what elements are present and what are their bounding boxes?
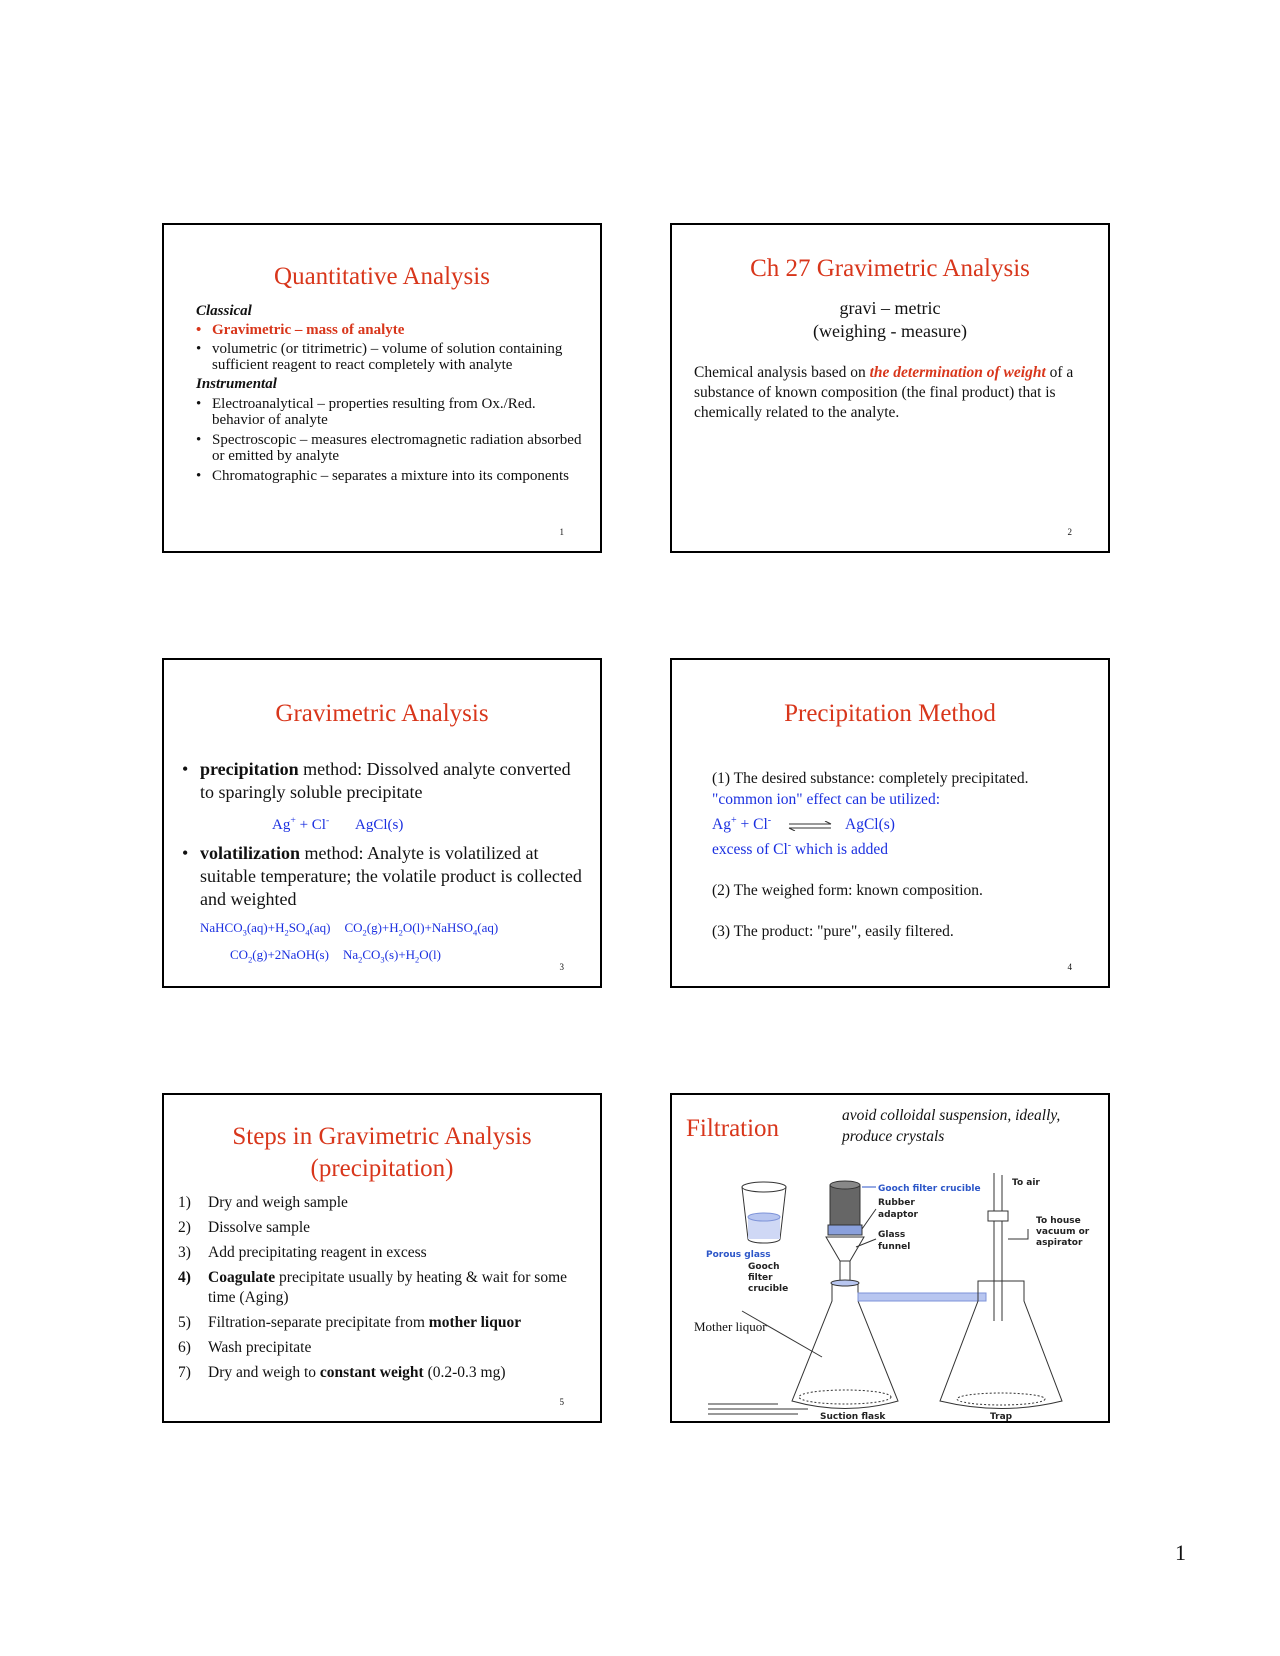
equilibrium-equation: Ag+ + Cl- AgCl(s) (712, 815, 895, 834)
slide-number: 4 (1067, 962, 1072, 972)
bullet-volatilization: • volatilization method: Analyte is volatilized at suitable temperature; the volatile product is collected and weighted (182, 843, 582, 909)
slide-number: 2 (1067, 527, 1072, 537)
criterion-3: (3) The product: "pure", easily filtered. (712, 923, 954, 941)
slide-6 (670, 1093, 1110, 1423)
label-suction-flask: Suction flask (820, 1412, 886, 1421)
instrumental-label: Instrumental (196, 376, 277, 392)
vacuum-tube (858, 1293, 986, 1301)
criterion-1: (1) The desired substance: completely precipitated. (712, 770, 1029, 787)
list-item: • volumetric (or titrimetric) – volume of solution containing sufficient reagent to react completely with analyte (196, 341, 586, 373)
label-vacuum: aspirator (1036, 1238, 1083, 1248)
slide-3 (162, 658, 602, 988)
slide-number: 3 (559, 962, 564, 972)
label-trap: Trap (990, 1412, 1013, 1421)
list-item: 5) Filtration-separate precipitate from mother liquor (178, 1314, 522, 1331)
filtration-note: avoid colloidal suspension, ideally, produce crystals (842, 1107, 1061, 1145)
label-gooch-filter-crucible: Gooch filter crucible (878, 1184, 981, 1194)
slide-6-title: Filtration (686, 1115, 780, 1142)
list-item: 1) Dry and weigh sample (178, 1194, 348, 1211)
slide-number: 5 (559, 1397, 564, 1407)
label-porous-glass: Porous glass (706, 1250, 771, 1260)
label-mother-liquor: Mother liquor (694, 1319, 767, 1334)
criterion-2: (2) The weighed form: known composition. (712, 882, 983, 900)
label-gooch-crucible: filter (748, 1273, 773, 1283)
steps-list (178, 1193, 578, 1388)
figure-credit (708, 1403, 808, 1415)
label-vacuum: vacuum or (1036, 1227, 1090, 1237)
equation-2: $NaHCO_3(aq)+H_2SO_4(aq)$ $CO_2(g)+H_2O(l)+NaHSO_4(aq)$ (200, 920, 499, 938)
bullet-precipitation: • precipitation method: Dissolved analyte converted to sparingly soluble precipitate (182, 759, 571, 802)
equilibrium-arrow-icon (787, 821, 833, 831)
subtitle-line: gravi – metric (839, 298, 941, 318)
list-item: 3) Add precipitating reagent in excess (178, 1244, 427, 1261)
label-gooch-crucible: Gooch (748, 1262, 780, 1272)
list-item: 6) Wash precipitate (178, 1339, 312, 1356)
slide-4-title: Precipitation Method (784, 700, 996, 727)
label-to-air: To air (1012, 1178, 1040, 1188)
slide-1-title: Quantitative Analysis (274, 263, 490, 290)
classical-label: Classical (196, 303, 252, 319)
label-glass-funnel: funnel (878, 1242, 911, 1252)
slide-5-title: Steps in Gravimetric Analysis (precipitation) (232, 1123, 532, 1182)
list-item: 4) Coagulate precipitate usually by heating & wait for some time (Aging) (178, 1269, 568, 1306)
label-gooch-crucible: crucible (748, 1284, 789, 1294)
slide-2-title: Ch 27 Gravimetric Analysis (750, 255, 1030, 282)
page-number: 1 (1175, 1540, 1186, 1565)
classical-list (196, 322, 586, 373)
slide-1 (162, 223, 602, 553)
list-item: • Electroanalytical – properties resulting from Ox./Red. behavior of analyte (196, 396, 586, 428)
excess-note: excess of Cl- which is added (712, 840, 888, 859)
subtitle-line: (weighing - measure) (813, 321, 967, 341)
slide-3-title: Gravimetric Analysis (275, 700, 489, 727)
label-rubber-adaptor: Rubber (878, 1198, 915, 1208)
trap-flask (940, 1173, 1062, 1409)
list-item: 2) Dissolve sample (178, 1219, 311, 1236)
instrumental-list (196, 396, 586, 484)
slide-4 (670, 658, 1110, 988)
list-item: • Chromatographic – separates a mixture into its components (196, 468, 586, 484)
label-rubber-adaptor: adaptor (878, 1210, 918, 1220)
definition-paragraph: Chemical analysis based on the determination of weight of a substance of known composition (the final product) that is chemically related to the analyte. (694, 364, 1074, 421)
filtration-apparatus-diagram (672, 1171, 1108, 1421)
label-vacuum: To house (1036, 1216, 1081, 1226)
label-glass-funnel: Glass (878, 1230, 906, 1240)
equation-1: Ag+ + Cl- AgCl(s) (272, 815, 404, 833)
filter-assembly (826, 1181, 864, 1281)
list-item: • Spectroscopic – measures electromagnetic radiation absorbed or emitted by analyte (196, 432, 586, 464)
list-item: 7) Dry and weigh to constant weight (0.2-0.3 mg) (178, 1364, 506, 1381)
equation-3: $CO_2(g)+2NaOH(s)$ $Na_2CO_3(s)+H_2O(l)$ (230, 946, 441, 965)
slide-5 (162, 1093, 602, 1423)
common-ion-note: "common ion" effect can be utilized: (712, 791, 940, 808)
slide-2 (670, 223, 1110, 553)
slide-number: 1 (559, 527, 564, 537)
gooch-crucible-illustration (742, 1182, 786, 1243)
list-item: • Gravimetric – mass of analyte (196, 322, 586, 338)
